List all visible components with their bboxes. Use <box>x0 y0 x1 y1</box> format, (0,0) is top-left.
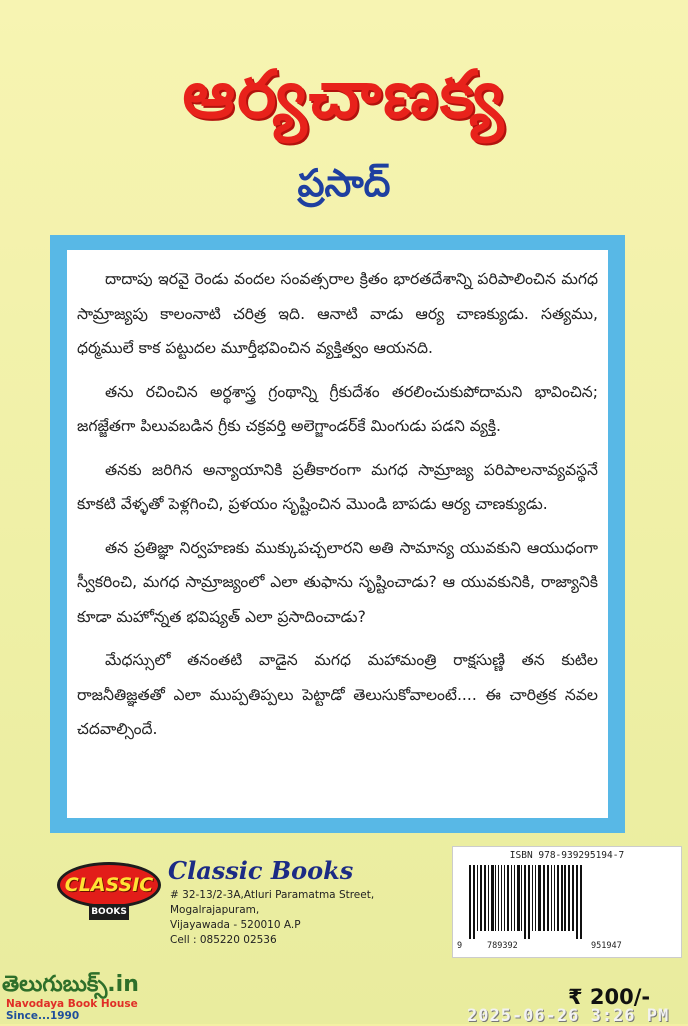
barcode-bar <box>484 865 486 931</box>
barcode-bar <box>572 865 574 931</box>
barcode-bar <box>507 865 509 931</box>
barcode-bar <box>580 865 582 939</box>
barcode-bar <box>564 865 566 931</box>
blurb-panel <box>67 250 608 818</box>
barcode-bar <box>576 865 578 939</box>
blurb-paragraph: తన ప్రతిజ్ఞా నిర్వహణకు ముక్కుపచ్చలారని అతి సామాన్య యువకుని ఆయుధంగా స్వీకరించి, మగధ సామ్రాజ్యంలో ఎలా తుఫాను సృష్టించాడు? ఆ యువకునికి, రాజ్యానికి కూడా మహోన్నత భవిష్యత్ ఎలా ప్రసాదించాడు? <box>77 538 598 626</box>
barcode-bar <box>538 865 541 931</box>
address-line: Vijayawada - 520010 A.P <box>170 919 301 931</box>
barcode-bar <box>488 865 489 931</box>
logo-subtext: BOOKS <box>89 904 129 920</box>
barcode-bar <box>551 865 552 931</box>
barcode-bar <box>514 865 515 931</box>
barcode-bar <box>528 865 530 939</box>
logo-oval <box>57 862 161 908</box>
blurb-paragraph: మేధస్సులో తనంతటి వాడైన మగధ మహామంత్రి రాక్షసుణ్ణి తన కుటిల రాజనీతిజ్ఞతతో ఎలా ముప్పతిప్పలు పెట్టాడో తెలుసుకోవాలంటే.... ఈ చారిత్రక నవల చదవాల్సిందే. <box>77 651 598 738</box>
publisher-logo <box>57 862 161 926</box>
publisher-name: Classic Books <box>168 856 354 885</box>
barcode-bar <box>547 865 549 931</box>
barcode-bar <box>498 865 499 931</box>
book-title: ఆర్యచాణక్య <box>182 56 506 133</box>
watermark-line1: Navodaya Book House <box>6 998 138 1010</box>
barcode-label <box>452 846 682 958</box>
barcode-bar <box>532 865 533 931</box>
barcode-bar <box>554 865 555 931</box>
logo-word: CLASSIC <box>64 874 154 896</box>
barcode-bar <box>504 865 505 931</box>
barcode-digits-left: 9 <box>457 941 463 951</box>
blurb-paragraph: తనకు జరిగిన అన్యాయానికి ప్రతీకారంగా మగధ సామ్రాజ్య పరిపాలనావ్యవస్థనే కూకటి వేళ్ళతో పెళ్లగించి, ప్రళయం సృష్టించిన మొండి బాపడు ఆర్య చాణక్యుడు. <box>77 460 598 513</box>
address-line: Cell : 085220 02536 <box>170 934 277 946</box>
barcode-bar <box>491 865 494 931</box>
barcode-bar <box>557 865 559 931</box>
price-label: ₹ 200/- <box>568 985 651 1009</box>
barcode-bar <box>524 865 526 939</box>
watermark-line2: Since...1990 <box>6 1010 80 1022</box>
barcode-bar <box>561 865 563 931</box>
barcode-bar <box>511 865 512 931</box>
address-line: Mogalrajapuram, <box>170 904 260 916</box>
photo-datestamp: 2025-06-26 3:26 PM <box>467 1006 670 1026</box>
barcode-bar <box>521 865 522 931</box>
barcode-bar <box>495 865 496 931</box>
publisher-address <box>170 888 374 948</box>
barcode-bars <box>465 865 669 939</box>
barcode-bar <box>469 865 471 939</box>
barcode-bar <box>568 865 570 931</box>
barcode-digits-mid: 789392 <box>487 941 518 951</box>
barcode-bar <box>501 865 502 931</box>
barcode-bar <box>477 865 478 931</box>
barcode-bar <box>517 865 520 931</box>
address-line: # 32-13/2-3A,Atluri Paramatma Street, <box>170 889 375 901</box>
site-watermark: తెలుగుబుక్స్.in <box>2 972 139 997</box>
barcode-bar <box>473 865 475 939</box>
book-author: ప్రసాద్ <box>297 161 391 205</box>
blurb-paragraph: తను రచించిన అర్థశాస్త్ర గ్రంథాన్ని గ్రీకుదేశం తరలించుకుపోదామని భావించిన; జగజ్జేతగా పిలువబడిన గ్రీకు చక్రవర్తి అలెగ్జాండర్‌కే మింగుడు పడని వ్యక్తి. <box>77 382 598 435</box>
isbn-text: ISBN 978-939295194-7 <box>509 850 625 861</box>
blurb-paragraph: దాదాపు ఇరవై రెండు వందల సంవత్సరాల క్రితం భారతదేశాన్ని పరిపాలించిన మగధ సామ్రాజ్యపు కాలంనాటి చరిత్ర ఇది. ఆనాటి వాడు ఆర్య చాణక్యుడు. సత్యము, ధర్మములే కాక పట్టుదల మూర్తీభవించిన వ్యక్తిత్వం ఆయనది. <box>77 270 598 357</box>
barcode-bar <box>543 865 545 931</box>
barcode-bar <box>480 865 482 931</box>
watermark-subtext <box>6 998 138 1022</box>
barcode-digits-right: 951947 <box>591 941 622 951</box>
barcode-bar <box>535 865 536 931</box>
